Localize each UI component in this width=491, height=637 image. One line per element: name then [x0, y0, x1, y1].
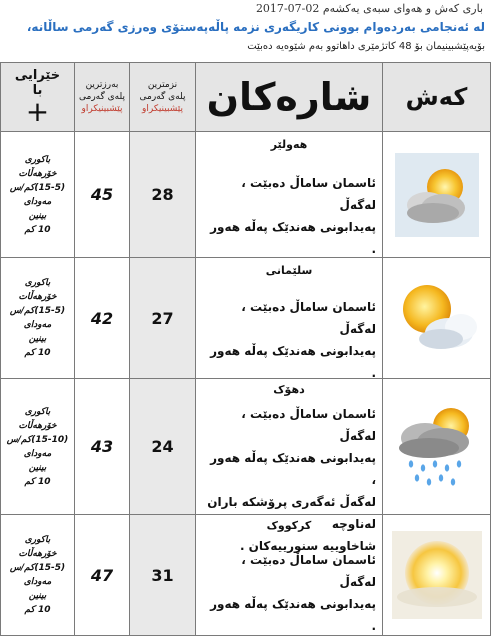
- city-name: سلێمانی: [265, 264, 313, 277]
- wind-text: 10 کم: [24, 476, 51, 487]
- table-row-wind: [0, 514, 75, 636]
- min-temp: 24: [151, 437, 174, 456]
- table-row-weather: [382, 257, 491, 379]
- table-row-weather: [382, 378, 491, 515]
- wind-text: مەودای: [23, 320, 52, 330]
- wind-text: بینین: [28, 334, 47, 344]
- min-header-line2: پلەی گەرمی: [139, 92, 186, 102]
- min-temp: 27: [151, 308, 174, 328]
- max-header-line2: پلەی گەرمی: [79, 92, 125, 102]
- wind-text: خۆرهەڵات: [18, 549, 57, 559]
- forecast-desc: شاخاوییە سنورییەکان .: [239, 539, 376, 553]
- forecast-desc: لەگەڵ ئەگەری پرۆشکە باران لەناوچە: [207, 495, 376, 531]
- table-row-min: [129, 514, 196, 636]
- table-row-max: [74, 378, 130, 515]
- wind-text: بینین: [28, 210, 47, 221]
- wind-text: باکوری: [24, 278, 51, 288]
- wind-text: (15-5)کم/س: [9, 182, 66, 193]
- table-row-wind: [0, 257, 75, 379]
- forecast-intro-detail: بۆیەپێشبینیمان بۆ 48 کاتژمێری داهاتوو بەم شێوەیە دەبێت: [247, 41, 485, 52]
- wind-text: مەودای: [23, 448, 52, 459]
- rain-cloud-sun-icon: [383, 379, 490, 514]
- min-temp-header: [129, 62, 196, 132]
- forecast-desc: ئاسمان ساماڵ دەبێت ، لەگەڵ: [241, 407, 376, 443]
- wind-text: بینین: [28, 462, 47, 473]
- wind-text: (15-5)کم/س: [9, 563, 66, 573]
- forecast-desc: ئاسمان ساماڵ دەبێت ، لەگەڵ: [241, 553, 376, 589]
- min-header-line1: نزمترین: [147, 80, 178, 90]
- cities-header: [195, 62, 383, 132]
- cities-header-label: شارەکان: [206, 75, 372, 119]
- table-row-weather: [382, 514, 491, 636]
- max-temp-header: [74, 62, 130, 132]
- wind-text: باکوری: [24, 535, 51, 545]
- table-row-city: [195, 131, 383, 258]
- table-row-max: [74, 131, 130, 258]
- table-row-min: [129, 257, 196, 379]
- table-row-min: [129, 378, 196, 515]
- wind-text: مەودای: [23, 196, 52, 207]
- forecast-desc: پەیدابونی هەندێک پەڵە هەور .: [210, 344, 376, 380]
- wind-text: (15-10)کم/س: [6, 434, 69, 445]
- wind-text: بینین: [28, 591, 47, 601]
- plus-icon: +: [25, 95, 50, 128]
- max-temp: 43: [90, 437, 114, 456]
- max-temp: 42: [90, 308, 114, 328]
- sun-haze-icon: [383, 515, 490, 635]
- table-row-max: [74, 257, 130, 379]
- wind-header-line2: با: [32, 83, 43, 98]
- city-name: دهۆک: [273, 383, 305, 396]
- max-header-line3: پێشبینیکراو: [81, 104, 123, 114]
- city-name: هەولێر: [270, 138, 308, 151]
- wind-text: 10 کم: [24, 224, 51, 235]
- max-temp: 47: [90, 565, 114, 585]
- table-row-max: [74, 514, 130, 636]
- wind-text: باکوری: [24, 406, 51, 417]
- min-temp: 28: [151, 185, 174, 204]
- forecast-desc: پەیدابونی هەندێک پەڵە هەور .: [210, 220, 376, 256]
- table-row-weather: [382, 131, 491, 258]
- wind-text: مەودای: [23, 577, 52, 587]
- max-header-line1: بەرزترین: [85, 80, 119, 90]
- city-name: کرکووک: [266, 519, 312, 532]
- page-header: [0, 0, 491, 62]
- table-row-wind: [0, 131, 75, 258]
- min-header-line3: پێشبینیکراو: [142, 104, 183, 114]
- wind-text: 10 کم: [24, 348, 51, 358]
- wind-text: خۆرهەڵات: [18, 168, 57, 179]
- forecast-desc: ئاسمان ساماڵ دەبێت ، لەگەڵ: [241, 300, 376, 336]
- wind-header-line1: خێرایی: [14, 68, 61, 83]
- table-row-wind: [0, 378, 75, 515]
- forecast-desc: پەیدابونی هەندێک پەڵە هەور ،: [210, 451, 376, 487]
- forecast-date-title: باری کەش و هەوای سبەی یەکشەم 02-07-2017: [255, 2, 483, 15]
- wind-text: 10 کم: [24, 605, 51, 615]
- wind-text: خۆرهەڵات: [18, 420, 57, 431]
- sun-cloud-icon: [383, 258, 490, 378]
- weather-header-label: کەش: [405, 83, 468, 111]
- sun-behind-cloud-icon: [383, 132, 490, 257]
- weather-header: [382, 62, 491, 132]
- forecast-table: [0, 62, 491, 636]
- wind-header: [0, 62, 75, 132]
- wind-text: باکوری: [24, 154, 51, 165]
- table-row-min: [129, 131, 196, 258]
- min-temp: 31: [151, 565, 174, 585]
- forecast-intro: لە ئەنجامی بەردەوام بوونی کاریگەری نزمە پاڵەپەستۆی وەرزی گەرمی ساڵانە،: [26, 20, 485, 34]
- wind-text: خۆرهەڵات: [18, 292, 57, 302]
- wind-text: (15-5)کم/س: [9, 306, 66, 316]
- table-row-city: [195, 257, 383, 379]
- forecast-desc: ئاسمان ساماڵ دەبێت ، لەگەڵ: [241, 176, 376, 212]
- max-temp: 45: [90, 185, 114, 204]
- table-row-city: [195, 514, 383, 636]
- forecast-desc: پەیدابونی هەندێک پەڵە هەور .: [210, 597, 376, 633]
